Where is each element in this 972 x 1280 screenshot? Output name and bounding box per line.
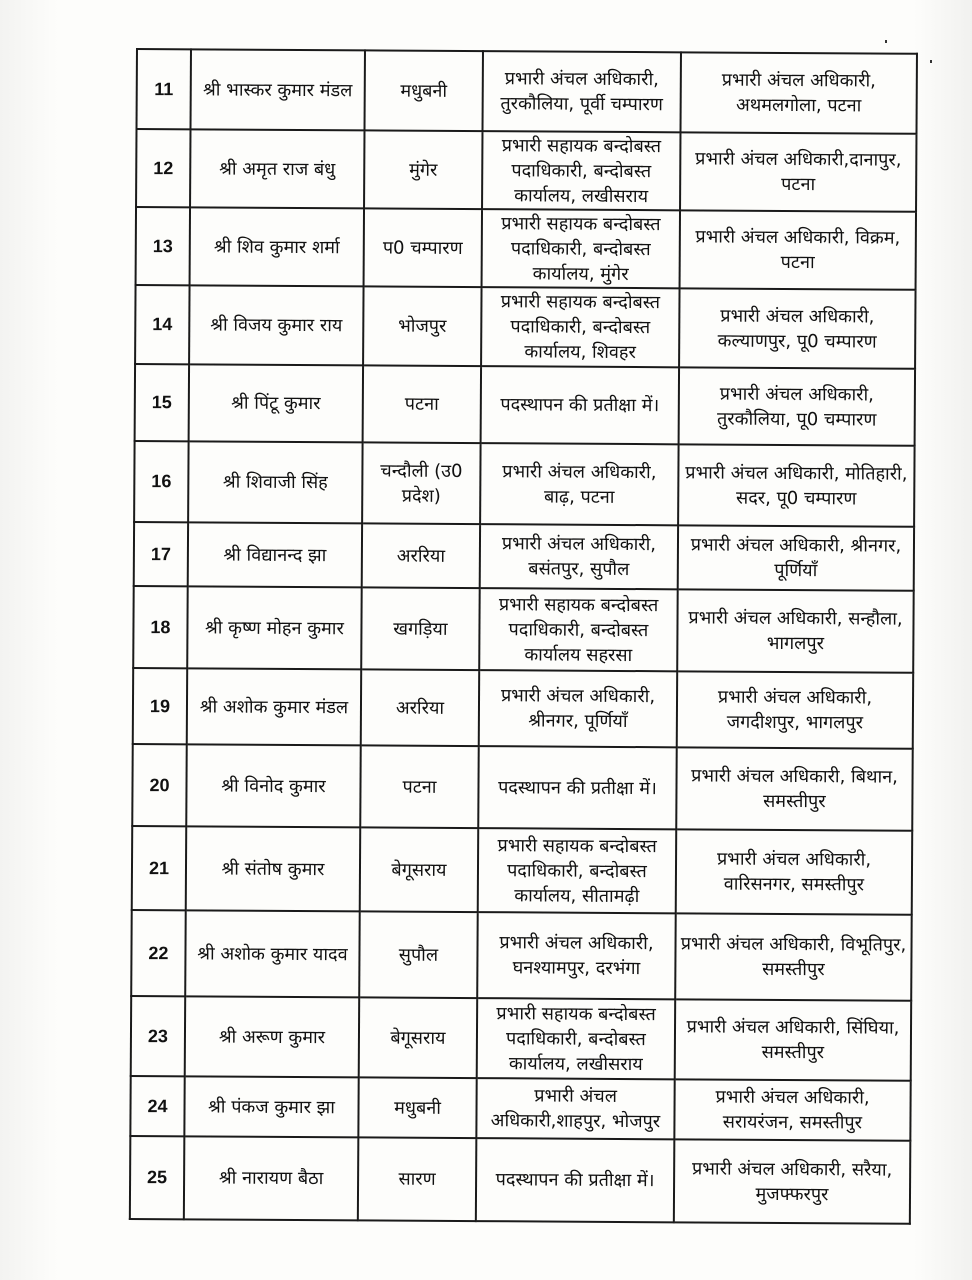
table-row [132, 744, 912, 831]
officer-name-cell: श्री संतोष कुमार [186, 826, 361, 911]
officer-name-cell: श्री शिवाजी सिंह [188, 441, 362, 523]
current-post-cell: प्रभारी अंचल अधिकारी, श्रीनगर, पूर्णियाँ [479, 670, 677, 747]
table-row [134, 441, 914, 527]
current-post-cell: प्रभारी अंचल अधिकारी, घनश्यामपुर, दरभंगा [477, 912, 676, 999]
serial-number-cell: 23 [131, 996, 185, 1076]
current-post-cell: प्रभारी सहायक बन्दोबस्त पदाधिकारी, बन्दोबस्त कार्यालय, मुंगेर [482, 209, 680, 288]
posting-table-body [130, 49, 917, 1224]
new-post-cell: प्रभारी अंचल अधिकारी, बिथान, समस्तीपुर [676, 747, 912, 830]
new-post-cell: प्रभारी अंचल अधिकारी, कल्याणपुर, पू0 चम्पारण [679, 288, 915, 368]
table-row [135, 285, 915, 369]
officer-name-cell: श्री अशोक कुमार यादव [185, 910, 360, 997]
new-post-cell: प्रभारी अंचल अधिकारी, विक्रम, पटना [680, 210, 916, 289]
serial-number-cell: 18 [133, 586, 187, 668]
officer-name-cell: श्री नारायण बैठा [184, 1136, 359, 1220]
officer-name-cell: श्री अमृत राज बंधु [190, 129, 364, 208]
table-row [136, 129, 916, 212]
home-district-cell: चन्दौली (उ0 प्रदेश) [362, 442, 480, 524]
table-row [130, 1136, 910, 1224]
table-row [134, 522, 914, 591]
home-district-cell: मधुबनी [365, 50, 483, 131]
serial-number-cell: 22 [131, 910, 186, 996]
home-district-cell: प0 चम्पारण [364, 208, 482, 287]
table-row [133, 586, 913, 673]
officer-name-cell: श्री कृष्ण मोहन कुमार [187, 586, 361, 669]
serial-number-cell: 12 [136, 129, 190, 207]
home-district-cell: बेगूसराय [360, 827, 479, 912]
current-post-cell: पदस्थापन की प्रतीक्षा में। [476, 1138, 675, 1222]
serial-number-cell: 14 [135, 285, 189, 364]
scan-speck [930, 60, 932, 63]
current-post-cell: प्रभारी सहायक बन्दोबस्त पदाधिकारी, बन्दोबस्त कार्यालय, लखीसराय [477, 998, 675, 1079]
new-post-cell: प्रभारी अंचल अधिकारी,दानापुर, पटना [680, 132, 916, 211]
officer-name-cell: श्री अशोक कुमार मंडल [187, 668, 361, 745]
current-post-cell: प्रभारी अंचल अधिकारी, बाढ़, पटना [480, 443, 678, 525]
serial-number-cell: 24 [130, 1076, 184, 1136]
new-post-cell: प्रभारी अंचल अधिकारी, मोतिहारी, सदर, पू0 चम्पारण [678, 444, 914, 526]
current-post-cell: पदस्थापन की प्रतीक्षा में। [481, 366, 679, 444]
new-post-cell: प्रभारी अंचल अधिकारी, तुरकौलिया, पू0 चम्पारण [679, 367, 915, 445]
officer-name-cell: श्री विनोद कुमार [186, 744, 360, 827]
current-post-cell: प्रभारी अंचल अधिकारी,शाहपुर, भोजपुर [476, 1078, 674, 1139]
serial-number-cell: 25 [130, 1136, 185, 1219]
home-district-cell: अररिया [362, 523, 480, 588]
current-post-cell: प्रभारी सहायक बन्दोबस्त पदाधिकारी, बन्दोबस्त कार्यालय, शिवहर [481, 287, 679, 367]
home-district-cell: भोजपुर [363, 286, 481, 366]
table-row [131, 996, 911, 1081]
serial-number-cell: 16 [134, 441, 188, 522]
posting-table [129, 48, 918, 1225]
home-district-cell: मुंगेर [364, 130, 482, 209]
new-post-cell: प्रभारी अंचल अधिकारी, विभूतिपुर, समस्तीपुर [675, 913, 912, 1000]
new-post-cell: प्रभारी अंचल अधिकारी, सरैया, मुजफ्फरपुर [674, 1139, 911, 1223]
current-post-cell: प्रभारी सहायक बन्दोबस्त पदाधिकारी, बन्दोबस्त कार्यालय, लखीसराय [482, 131, 680, 210]
table-row [132, 826, 912, 915]
officer-name-cell: श्री शिव कुमार शर्मा [190, 207, 364, 286]
current-post-cell: प्रभारी अंचल अधिकारी, तुरकौलिया, पूर्वी चम्पारण [482, 51, 680, 132]
new-post-cell: प्रभारी अंचल अधिकारी, जगदीशपुर, भागलपुर [677, 671, 913, 748]
current-post-cell: प्रभारी सहायक बन्दोबस्त पदाधिकारी, बन्दोबस्त कार्यालय, सीतामढ़ी [478, 828, 677, 913]
current-post-cell: पदस्थापन की प्रतीक्षा में। [478, 746, 676, 829]
table-row [131, 910, 912, 1001]
serial-number-cell: 15 [135, 364, 189, 441]
scan-speck [885, 40, 887, 43]
home-district-cell: बेगूसराय [359, 997, 477, 1078]
officer-name-cell: श्री पंकज कुमार झा [184, 1076, 358, 1137]
home-district-cell: अररिया [361, 669, 479, 746]
serial-number-cell: 17 [134, 522, 188, 586]
table-row [136, 207, 916, 290]
table-row [135, 364, 915, 446]
new-post-cell: प्रभारी अंचल अधिकारी, अथमलगोला, पटना [680, 52, 916, 133]
table-row [130, 1076, 910, 1141]
table-row [133, 668, 913, 749]
current-post-cell: प्रभारी सहायक बन्दोबस्त पदाधिकारी, बन्दोबस्त कार्यालय सहरसा [479, 588, 677, 671]
current-post-cell: प्रभारी अंचल अधिकारी, बसंतपुर, सुपौल [480, 524, 678, 589]
new-post-cell: प्रभारी अंचल अधिकारी, सन्हौला, भागलपुर [677, 589, 913, 672]
home-district-cell: मधुबनी [358, 1077, 476, 1138]
officer-name-cell: श्री अरूण कुमार [185, 996, 359, 1077]
serial-number-cell: 11 [137, 49, 191, 129]
officer-name-cell: श्री पिंटू कुमार [189, 364, 363, 442]
serial-number-cell: 20 [132, 744, 186, 826]
home-district-cell: खगड़िया [361, 587, 479, 670]
home-district-cell: सारण [358, 1137, 477, 1221]
home-district-cell: पटना [363, 365, 481, 443]
home-district-cell: पटना [360, 745, 478, 828]
officer-name-cell: श्री भास्कर कुमार मंडल [191, 49, 365, 130]
serial-number-cell: 21 [132, 826, 187, 910]
serial-number-cell: 13 [136, 207, 190, 285]
new-post-cell: प्रभारी अंचल अधिकारी, सरायरंजन, समस्तीपुर [674, 1079, 910, 1140]
table-row [137, 49, 917, 134]
new-post-cell: प्रभारी अंचल अधिकारी, सिंघिया, समस्तीपुर [675, 999, 911, 1080]
new-post-cell: प्रभारी अंचल अधिकारी, वारिसनगर, समस्तीपुर [676, 829, 913, 914]
serial-number-cell: 19 [133, 668, 187, 744]
home-district-cell: सुपौल [359, 911, 478, 998]
officer-name-cell: श्री विजय कुमार राय [189, 285, 363, 365]
officer-name-cell: श्री विद्यानन्द झा [188, 522, 362, 587]
new-post-cell: प्रभारी अंचल अधिकारी, श्रीनगर, पूर्णियाँ [678, 525, 914, 590]
